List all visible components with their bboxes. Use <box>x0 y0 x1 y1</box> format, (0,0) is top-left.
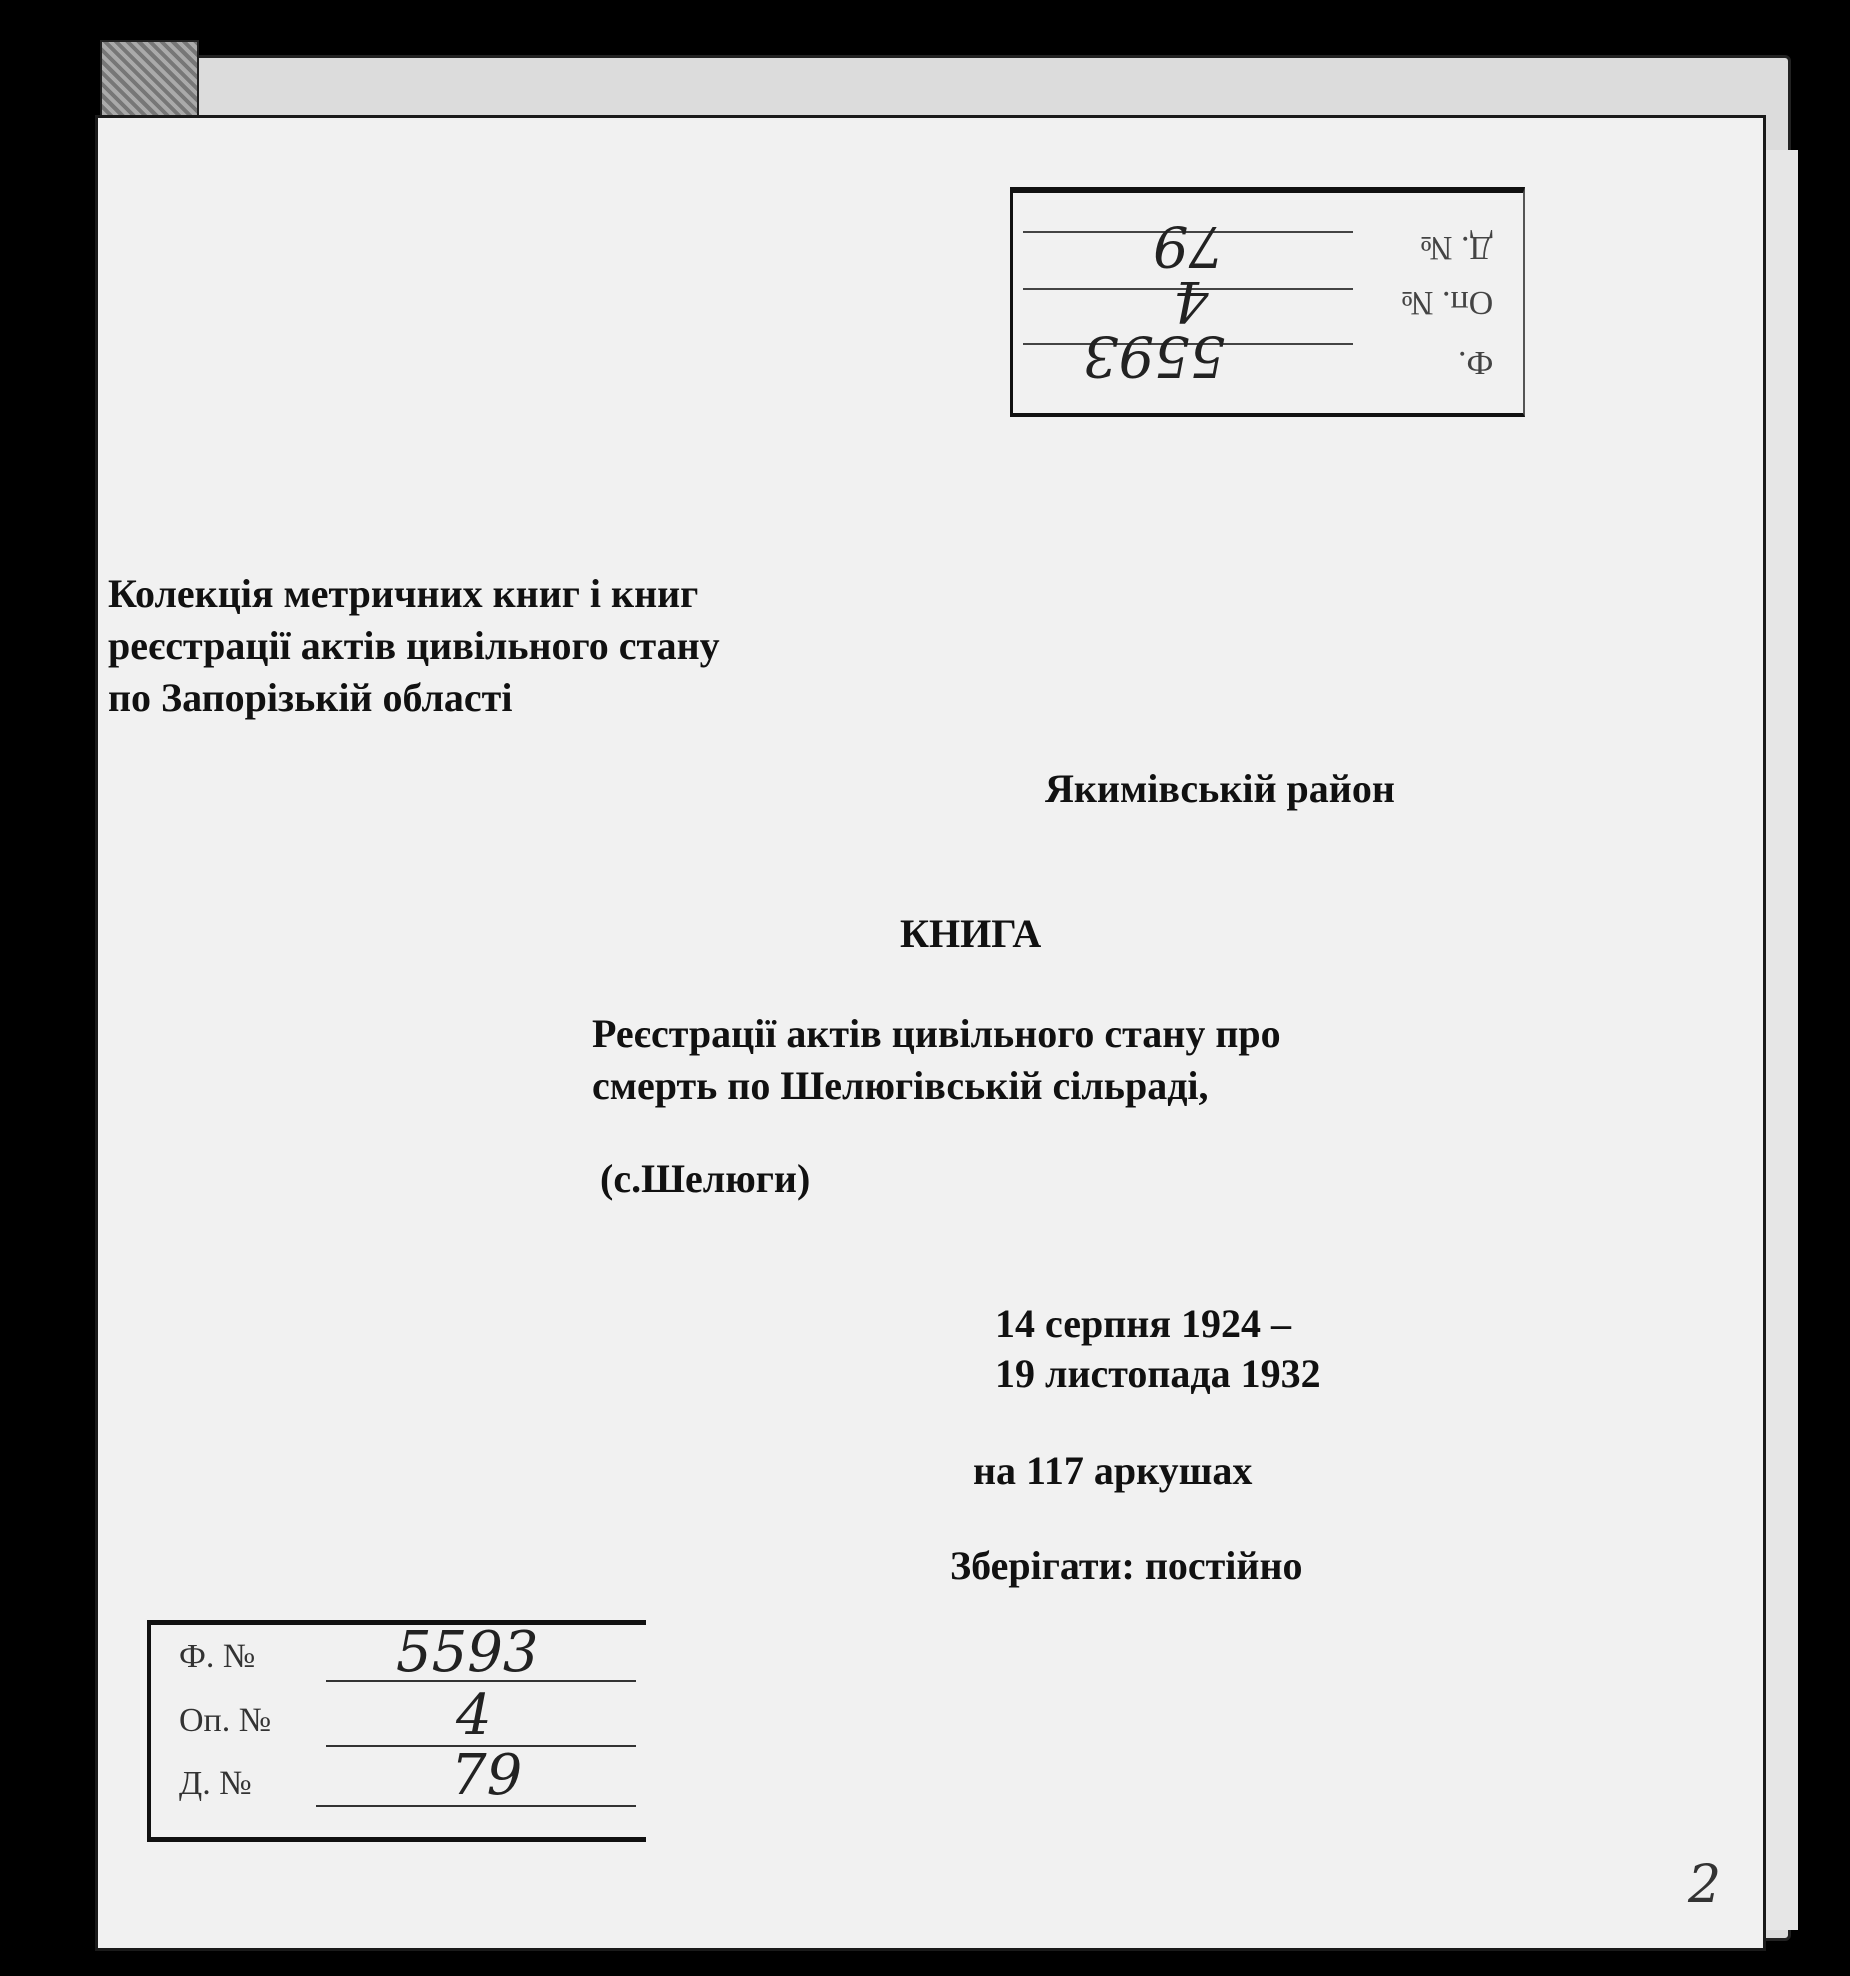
district-name: Якимівській район <box>1045 766 1395 811</box>
stamp-label-case: Д. № <box>1420 229 1493 266</box>
page-number: 2 <box>1688 1855 1722 1915</box>
stamp-label-inventory: Оп. № <box>179 1702 272 1739</box>
stamp-value-inventory: 4 <box>1173 268 1209 333</box>
archive-stamp-bottom <box>147 1620 646 1842</box>
stamp-label-fund: Ф. <box>1457 344 1493 381</box>
collection-line-1: Колекція метричних книг і книг <box>108 571 699 616</box>
stamp-value-fund: 5593 <box>396 1620 539 1685</box>
storage-term: Зберігати: постійно <box>950 1543 1303 1588</box>
sheet-count: на 117 аркушах <box>973 1448 1253 1493</box>
stamp-value-case: 79 <box>1153 213 1225 278</box>
description-line-2: смерть по Шелюгівській сільраді, <box>592 1063 1209 1108</box>
stamp-value-fund: 5593 <box>1083 323 1226 388</box>
stamp-value-case: 79 <box>451 1743 523 1808</box>
archive-stamp-top <box>1010 187 1525 417</box>
stamp-label-inventory: Оп. № <box>1400 284 1493 321</box>
date-start: 14 серпня 1924 – <box>995 1301 1291 1346</box>
village-name: (с.Шелюги) <box>600 1156 811 1201</box>
book-title: КНИГА <box>900 911 1042 956</box>
stamp-label-case: Д. № <box>179 1765 252 1802</box>
stamp-value-inventory: 4 <box>456 1683 492 1748</box>
collection-line-3: по Запорізькій області <box>108 675 513 720</box>
description-line-1: Реєстрації актів цивільного стану про <box>592 1011 1281 1056</box>
date-end: 19 листопада 1932 <box>995 1351 1321 1396</box>
collection-line-2: реєстрації актів цивільного стану <box>108 623 720 668</box>
stamp-label-fund: Ф. № <box>179 1638 256 1675</box>
